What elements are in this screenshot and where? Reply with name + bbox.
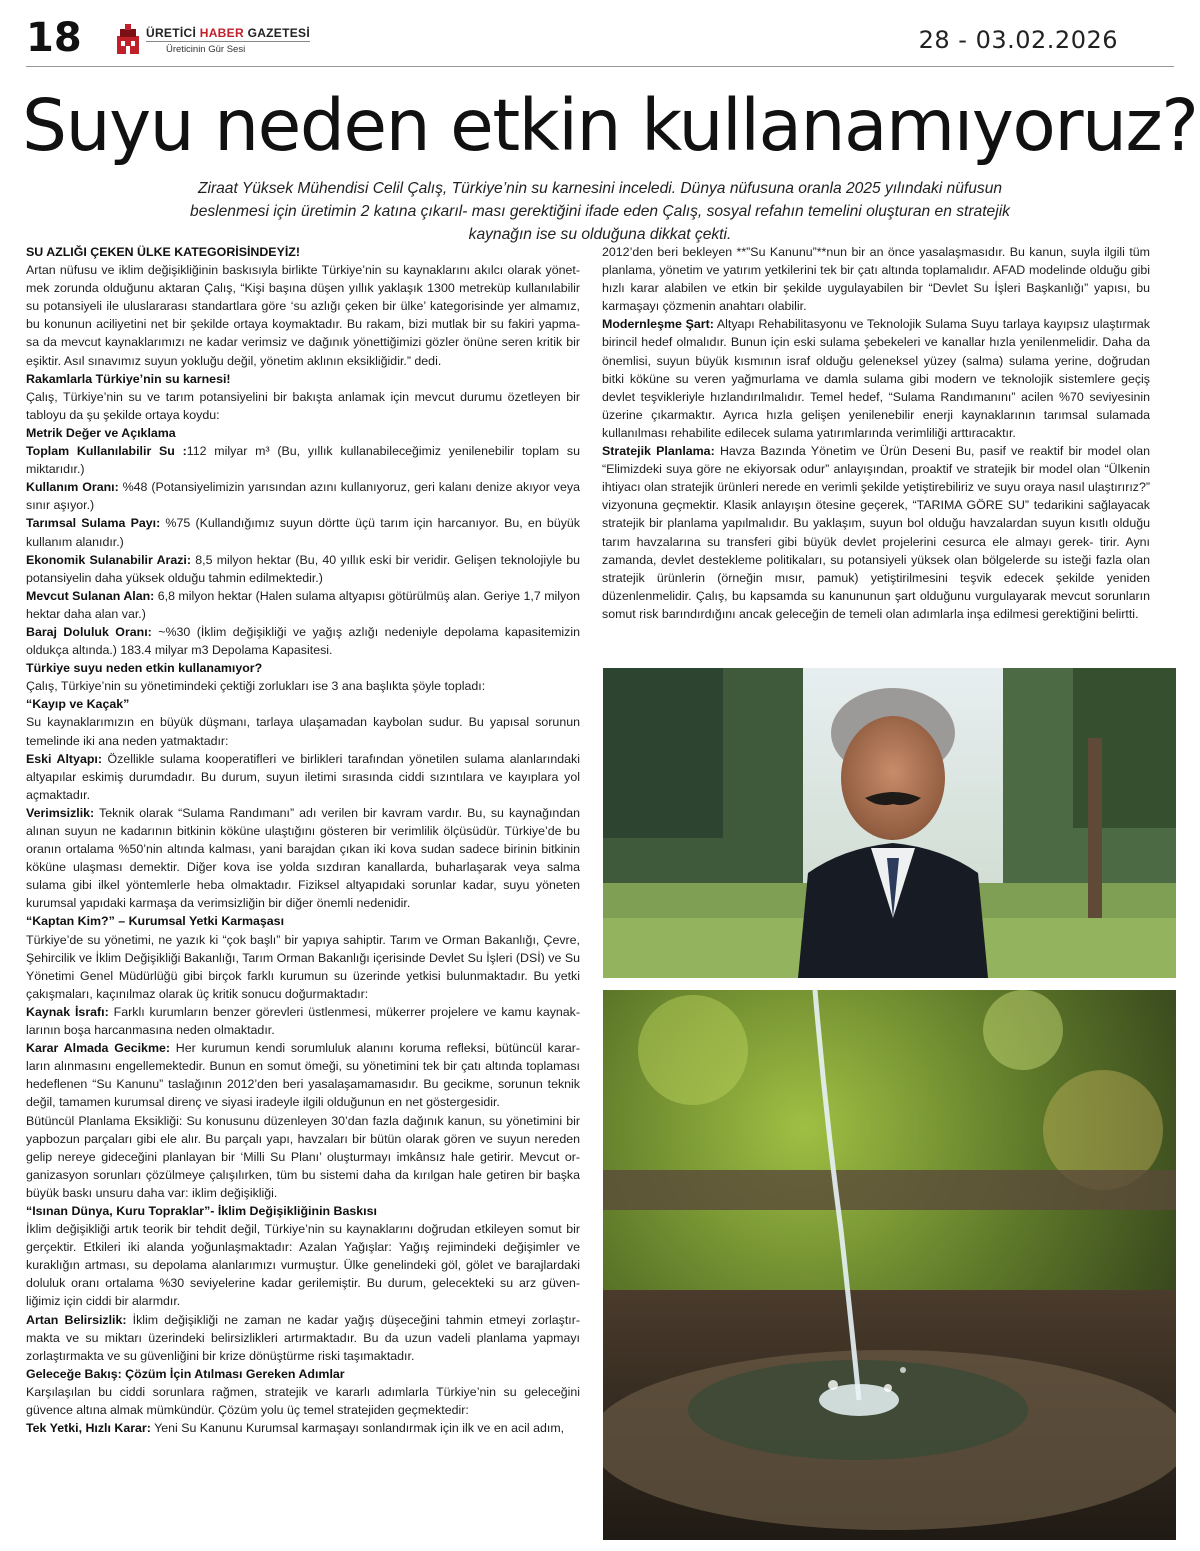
portrait-photo — [603, 668, 1176, 978]
metric-label: Toplam Kullanılabilir Su : — [26, 444, 187, 459]
inline-text: Yeni Su Kanunu Kurumsal karmaşayı sonlandırmak için ilk ve en acil adım, — [150, 1421, 565, 1436]
section-heading: Metrik Değer ve Açıklama — [26, 425, 176, 440]
metric-text: 112 milyar m³ (Bu, yıllık kullanabileceğimiz yenilenebilir toplam su miktarıdır.) — [26, 444, 580, 477]
metric-label: Baraj Doluluk Oranı: — [26, 624, 152, 639]
section-heading: SU AZLIĞI ÇEKEN ÜLKE KATEGORİSİNDEYİZ! — [26, 245, 300, 259]
section-heading: Geleceğe Bakış: Çözüm İçin Atılması Gereken Adımlar — [26, 1366, 345, 1381]
paragraph: Su kaynaklarımızın en büyük düşmanı, tarlaya ulaşamadan kaybolan sudur. Bu yapısal sorunun temelinde iki ana neden yatmaktadır: — [26, 715, 580, 748]
paragraph — [602, 442, 1150, 623]
inline-label: Modernleşme Şart: — [602, 317, 714, 332]
metric-item — [26, 514, 580, 550]
section-heading: “Isınan Dünya, Kuru Topraklar”- İklim Değişikliğinin Baskısı — [26, 1203, 377, 1218]
article-column-right — [602, 243, 1150, 623]
metric-item — [26, 442, 580, 478]
paragraph: Çalış, Türkiye’nin su ve tarım potansiyelini bir bakışta anlamak için mevcut durumu özetleyen bir tabloyu da şu şekilde ortaya koydu: — [26, 389, 580, 422]
brand-suffix: GAZETESİ — [247, 26, 310, 40]
inline-text: İklim değişikliği ne zaman ne kadar yağış düşeceğini tahmin etmeyi zorlaştır- makta ve su miktarı üzerindeki belirsizlikleri artırmaktadır. Bu da uzun vadeli planlama yapmayı zorlaştırmakta ve su güvenliğini bir krize dönüştürme riski taşımaktadır. — [26, 1312, 580, 1363]
paragraph: Karşılaşılan bu ciddi sorunlara rağmen, stratejik ve kararlı adımlarla Türkiye’nin su geleceğini güvence altına almak mümkündür. Çözüm yolu üç temel stratejiden geçmektedir: — [26, 1384, 580, 1417]
section-heading: “Kayıp ve Kaçak” — [26, 697, 130, 712]
inline-label: Eski Altyapı: — [26, 751, 102, 766]
metric-text: %75 (Kullandığımız suyun dörtte üçü tarım için harcanıyor. Bu, en büyük kullanım alanıdır.) — [26, 516, 580, 549]
paragraph: Çalış, Türkiye’nin su yönetimindeki çektiği zorlukları ise 3 ana başlıkta şöyle topladı: — [26, 679, 486, 694]
paragraph — [26, 1039, 580, 1111]
paragraph — [26, 1311, 580, 1365]
metric-item — [26, 478, 580, 514]
metric-text: 6,8 milyon hektar (Halen sulama altyapısı götürülmüş alan. Geriye 1,7 milyon hektar daha alan var.) — [26, 588, 580, 621]
article-lede: Ziraat Yüksek Mühendisi Celil Çalış, Türkiye’nin su karnesini inceledi. Dünya nüfusuna oranla 2025 yılındaki nüfusun beslenmesi için üretimin 2 katına çıkarıl- ması gerektiğini ifade eden Çalış, sosyal refahın temelini oluşturan en stratejik kaynağın ise su olduğuna dikkat çekti. — [190, 180, 1010, 243]
paragraph — [26, 1003, 580, 1039]
issue-date: 28 - 03.02.2026 — [918, 26, 1118, 54]
article-column-left — [26, 243, 580, 1437]
header-divider — [26, 66, 1174, 67]
paragraph: Artan nüfusu ve iklim değişikliğinin baskısıyla birlikte Türkiye’nin su kaynaklarını akılcı olarak yönet- mek zorunda olduğunu aktaran Çalış, “Kişi başına düşen yıllık yaklaşık 1300 metreküp kullanılabilir su potansiyeli ile uluslararası standartlara göre ‘su azlığı çeken bir ülke’ kategorisinde yer almamız, bu konunun aciliyetini net bir şekilde ortaya koymaktadır. Bu rakam, bizi mutlak bir su fakiri yapma- sa da mevcut kaynaklarımızı ne kadar verimsiz ve dağınık yönettiğimizi gözler önüne seren kritik bir eşiktir. Asıl sınavımız suyun yokluğu değil, yönetim aklının eksikliğidir.” dedi. — [26, 263, 580, 368]
newspaper-brand — [146, 26, 310, 55]
page-number: 18 — [26, 15, 82, 61]
brand-middle: HABER — [199, 26, 244, 40]
paragraph — [26, 804, 580, 913]
paragraph: İklim değişikliği artık teorik bir tehdit değil, Türkiye’nin su kaynaklarını doğrudan etkileyen somut bir gerçektir. Etkileri iki alanda yoğunlaşmaktadır: Azalan Yağışlar: Yağış rejimindeki değişimler ve kuraklığın artması, su depolama alanlarımızı vurmuştur. Ülke genelindeki göl, gölet ve barajlardaki doluluk oranı ortalama %30 seviyelerine kadar gerilemiştir. Bu durum, gelecekteki su arz güven- liğimiz için ciddi bir alarmdır. — [26, 1222, 580, 1309]
metric-label: Tarımsal Sulama Payı: — [26, 516, 161, 531]
metric-label: Mevcut Sulanan Alan: — [26, 588, 155, 603]
inline-label: Karar Almada Gecikme: — [26, 1041, 170, 1056]
metric-item — [26, 623, 580, 659]
paragraph — [602, 315, 1150, 442]
page-header — [0, 0, 1200, 78]
metric-text: ~%30 (İklim değişikliği ve yağış azlığı nedeniyle depolama kapasitemizin oldukça altında.) 183.4 milyar m3 Depolama Kapasitesi. — [26, 624, 580, 658]
inline-text: Altyapı Rehabilitasyonu ve Teknolojik Sulama Suyu tarlaya kayıpsız ulaştırmak birincil hedef olmalıdır. Bunun için eski sulama şebekeleri ve kanallar hızla yenilenmelidir. Daha da önemlisi, suyun büyük kısmının israf olduğu geleneksel yüzey (salma) sulama yerine, doğrudan bitki köküne su veren yağmurlama ve damla sulama gibi modern ve teknolojik sistemlere geçiş devlet teşvikleriyle hızlandırılmalıdır. Temel hedef, “Sulama Randımanını” acilen %70 seviyesinin üzerine çıkarmaktır. Ayrıca hızla gelişen yenilenebilir enerji kaynaklarının tarımsal sulamada kullanılması rehabilite edilecek sulama yatırımlarında verimliliği arttıracaktır. — [602, 317, 1150, 440]
inline-text: Her kurumun kendi sorumluluk alanını koruma refleksi, bütüncül karar- ların alınmasını engellemektedir. Bunun en somut ömeği, su yönetimini tek bir çatı altında toplaması hedeflenen “Su Kanunu” taslağının 2012’den beri yasalaşamamasıdır. Bu gecikme, sorunun teknik değil, tamamen kurumsal direnç ve siyasi iradeyle ilgili olduğunun en net göstergesidir. — [26, 1041, 580, 1110]
inline-text: Havza Bazında Yönetim ve Ürün Deseni Bu, pasif ve reaktif bir model olan “Elimizdeki suya göre ne ekiyorsak odur” anlayışından, proaktif ve stratejik bir model olan “Ülkenin ihtiyacı olan stratejik ürünleri nerede en verimli şekilde yetiştirebiliriz ve suyu oraya nasıl ulaştırırız?” vizyonuna geçmektir. Klasik anlayışın ötesine geçerek, “TARIMA GÖRE SU” tedarikini sağlayacak stratejik bir planlama yapılmalıdır. Bu yaklaşım, suyun bol olduğu havzalardan suyun kısıtlı olduğu tarım havzalarına su transferi gibi büyük devlet projelerini cesurca ele almayı gerek- tirir. Aynı zamanda, devlet destekleme politikaları, su potansiyeli yüksek olan bölgelerde su isteği fazla olan stratejik ürünlerin (örneğin mısır, pamuk) yetiştirilmesini teşvik edecek şekilde yeniden düzenlenmelidir. Çalış, bu kapsamda su kanununun şart olduğunu vurgulayarak mevcut sorunların somut risk barındırdığını ancak geleceğin de temeli olan adımlarla inşa edilmesi gerektiğini belirtti. — [602, 444, 1150, 621]
section-heading: Rakamlarla Türkiye’nin su karnesi! — [26, 371, 231, 386]
paragraph: 2012’den beri bekleyen **”Su Kanunu”**nun bir an önce yasalaşmasıdır. Bu kanun, suyla ilgili tüm planlama, yönetim ve yatırım yetkilerini tek bir çatı altında toplamalıdır. AFAD modelinde olduğu gibi hızlı karar alabilen ve etkin bir şekilde uygulayabilen bir “Devlet Su İşleri Başkanlığı” yapısı, bu karmaşayı çözmenin anahtarı olabilir. — [602, 245, 1150, 314]
inline-text: Teknik olarak “Sulama Randımanı” adı verilen bir kavram vardır. Bu, su kaynağından alınan suyun ne kadarının bitkinin köküne ulaştığını gösteren bir verimlilik ölçüsüdür. Türkiye’de bu oranın ortalama %50’nin altında kalması, yani barajdan çıkan iki kova sudan sadece birinin bitkinin köküne ulaşması demektir. Diğer kova ise yolda sızdıran kanallarda, buharlaşarak veya salma sulama gibi ilkel yöntemlerle heba olmaktadır. Fiziksel altyapıdaki sorunlar kadar, suyu yöneten kurumsal yapıdaki karmaşa da verimsizliğin bir diğer önemli nedenidir. — [26, 805, 580, 911]
metric-label: Kullanım Oranı: — [26, 480, 119, 495]
inline-label: Tek Yetki, Hızlı Karar: — [26, 1421, 151, 1436]
inline-label: Artan Belirsizlik: — [26, 1312, 127, 1327]
metric-text: 8,5 milyon hektar (Bu, 40 yıllık eski bir veridir. Gelişen teknolojiyle bu potansiyelin daha yüksek olduğu tahmin edilmektedir.) — [26, 552, 580, 585]
inline-text: Özellikle sulama kooperatifleri ve birlikleri tarafından yönetilen sulama alanlarındaki altyapılar eskimiş durumdadır. Bu durum, suyun iletimi sırasında ciddi sızıntılara ve kayıplara yol açmaktadır. — [26, 751, 580, 802]
inline-label: Verimsizlik: — [26, 805, 95, 820]
inline-label: Kaynak İsrafı: — [26, 1004, 109, 1019]
paragraph — [26, 750, 580, 804]
inline-label: Stratejik Planlama: — [602, 444, 715, 459]
metric-item — [26, 587, 580, 623]
brand-slogan: Üreticinin Gür Sesi — [166, 44, 246, 55]
article-headline: Suyu neden etkin kullanamıyoruz? — [22, 84, 1198, 167]
water-fountain-photo — [603, 990, 1176, 1540]
newspaper-logo-icon — [114, 22, 142, 56]
paragraph: Türkiye’de su yönetimi, ne yazık ki “çok başlı” bir yapıya sahiptir. Tarım ve Orman Bakanlığı, Çevre, Şehircilik ve İklim Değişikliği Bakanlığı, Tarım Orman Bakanlığı içerisinde Devlet Su İşleri (DSİ) ve Su Yönetimi Genel Müdürlüğü gibi birçok farklı kurumun su üzerinde yetkisi bulunmaktadır. Bu yetki çakışmaları, kaçınılmaz olarak üç kritik sonucu doğurmaktadır: — [26, 932, 580, 1001]
section-heading: “Kaptan Kim?” – Kurumsal Yetki Karmaşası — [26, 914, 285, 929]
section-heading: Türkiye suyu neden etkin kullanamıyor? — [26, 661, 263, 676]
paragraph: Bütüncül Planlama Eksikliği: Su konusunu düzenleyen 30’dan fazla dağınık kanun, su yönetimini bir yapbozun parçaları gibi ele alır. Bu parçalı yapı, havzaları bir bütün olarak gören ve suyun nereden gelip nereye gideceğini planlayan bir ‘Milli Su Planı’ oluşturmayı imkânsız hale getirir. Mevcut or- ganizasyon sorunları çözülmeye çalışılırken, tüm bu sistemi daha da kırılgan hale getiren bir başka büyük baskı unsuru daha var: iklim değişikliği. — [26, 1113, 580, 1200]
metric-text: %48 (Potansiyelimizin yarısından azını kullanıyoruz, geri kalanı denize akıyor veya sınır aşıyor.) — [26, 480, 580, 513]
inline-text: Farklı kurumların benzer görevleri üstlenmesi, mükerrer projelere ve kamu kaynak- larının boşa harcanmasına neden olmaktadır. — [26, 1004, 581, 1038]
paragraph — [26, 1419, 580, 1437]
metric-label: Ekonomik Sulanabilir Arazi: — [26, 552, 191, 567]
metric-item — [26, 551, 580, 587]
brand-name — [146, 26, 310, 42]
brand-prefix: ÜRETİCİ — [146, 26, 197, 40]
